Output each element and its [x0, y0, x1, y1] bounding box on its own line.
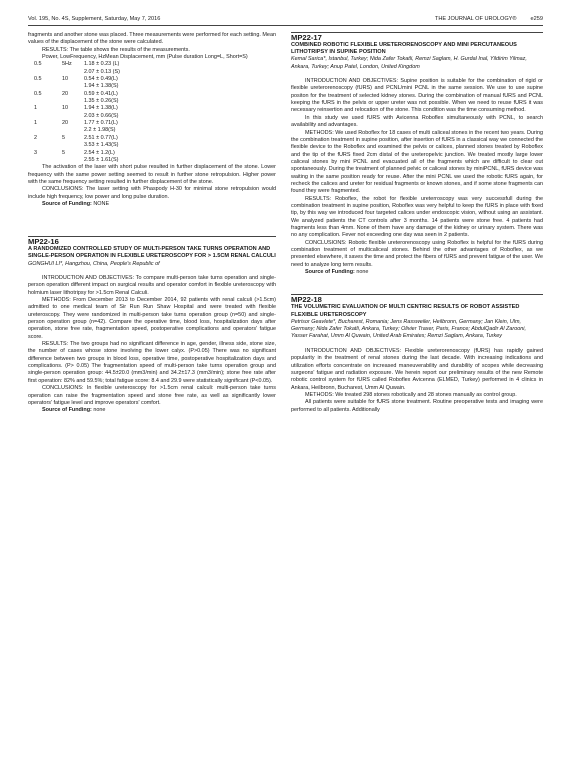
- abstract-id: MP22-18: [291, 295, 322, 305]
- table-cell-power: [34, 157, 62, 164]
- abstract-authors: Kemal Sarica*, Istanbul, Turkey; Nida Zafer Tokatli, Remzi Saglam, H. Gurdal Inal, Yildirim Yilmaz, Ankara, Turkey; Anup Patel, London, United Kingdom: [291, 56, 527, 70]
- table-caption: Power, LowFrequency, HzMean Displacement, mm (Pulse duration Long=L, Short=S): [42, 54, 248, 61]
- funding-value: none: [93, 407, 106, 414]
- funding-label: Source of Funding:: [42, 200, 92, 207]
- table-cell-displacement: 2.55 ± 1.61(S): [84, 156, 119, 163]
- abstract-authors: GONGHUI LI*, Hangzhou, China, People's Republic of: [28, 260, 160, 267]
- paragraph: METHODS: From December 2013 to December 2014, 92 patients with renal calculi (>1.5cm) admitted to one medical team of Sir Run Run Shaw Hospital and were treated with flexible ureteroscopy. They were randomized in multi-person take turns operation group (n=50) and single-person operation group (n=42). Compare the operative time, blood loss, hospitalization days after operation, stone free rate, fragmentation speed, postoperative complications and operators' fatigue score.: [28, 297, 276, 340]
- table-row: [34, 142, 154, 149]
- paragraph: All patients were suitable for fURS stone treatment. Routine preoperative tests and imaging were performed to all patients. Additionally: [291, 399, 543, 413]
- table-cell-displacement: 1.94 ± 1.38(S): [84, 83, 119, 90]
- table-row: [34, 69, 154, 76]
- table-cell-power: [34, 142, 62, 149]
- table-row: [34, 120, 154, 127]
- table-row: [34, 61, 154, 68]
- left-column: [28, 32, 276, 415]
- funding-value: none: [356, 269, 369, 276]
- header-journal-name: THE JOURNAL OF UROLOGY®: [434, 16, 517, 22]
- table-cell-frequency: 10: [62, 105, 69, 112]
- table-cell-displacement: 2.07 ± 0.13 (S): [84, 68, 120, 75]
- table-cell-displacement: 2.03 ± 0.66(S): [84, 112, 119, 119]
- table-cell-displacement: 1.35 ± 0.26(S): [84, 98, 119, 105]
- header-page-number: e259: [530, 16, 543, 22]
- table-cell-frequency: 5Hz: [62, 61, 72, 68]
- paragraph: RESULTS: The two groups had no significant difference in age, gender, illness side, stone size, the number of cases whose stone involving the lower calyx. (P>0.05) There was no significant difference between two groups in blood loss, operative time, postoperative hospitalization days and complications. (P> 0.05) The fragmentation speed of multi-person take turns operation group and single-person operation group: 44.5±20.0 (mm3/min) and 34.2±17.3 (mm3/min); stone free rate after first operation: 82% and 59.5%; total fatigue score: 8.4 and 29.9 were statistically significant (P<0.05).: [28, 341, 276, 384]
- paragraph: In this study we used fURS with Avicenna Roboflex simultaneously with PCNL, to search availability and advantages.: [291, 114, 543, 129]
- table-cell-frequency: 5: [62, 149, 66, 156]
- abstract-title: COMBINED ROBOTIC FLEXIBLE URETERORENOSCOPY AND MINI PERCUTANEOUS LITHOTRIPSY IN SUPINE POSITION: [291, 42, 517, 56]
- abstract-title: THE VOLUMETRIC EVALUATION OF MULTI CENTRIC RESULTS OF ROBOT ASSISTED FLEXIBLE URETEROSCOPY: [291, 304, 520, 318]
- funding-line: [28, 407, 276, 414]
- table-cell-frequency: [62, 98, 84, 105]
- paragraph: RESULTS: Roboflex, the robot for flexible ureterroscopy was very successfull during the combination treatment in supine position, Roboflex was very helpful to keep the fURS in place with fixed tip, by this way we introduced four targeted calices under endoscopic vision, without using an assistant. We analyzed patients the CT controls after 3 months. 14 patients were stone free. 4 patients had fragments less than 4mm. None of them have any damage of the kidney or urinary system. There was no any complication. Fever not exceeding one day was seen in 2 patients.: [291, 195, 543, 239]
- table-cell-displacement: 0.59 ± 0.41(L): [84, 90, 118, 97]
- header-issue-info: Vol. 195, No. 4S, Supplement, Saturday, May 7, 2016: [28, 16, 161, 22]
- table-row: [34, 135, 154, 142]
- table-cell-power: 2: [34, 134, 38, 141]
- table-cell-power: 0.5: [34, 61, 42, 68]
- paragraph: fragments and another stone was placed. Three measurements were performed for each setting. Mean values of the displacement of the stone were calculated.: [28, 32, 276, 46]
- header-rule: [28, 25, 543, 26]
- table-row: [34, 157, 154, 164]
- table-cell-displacement: 2.2 ± 1.98(S): [84, 127, 116, 134]
- page-header: [28, 16, 543, 22]
- paragraph: CONCLUSIONS: In flexible ureteroscopy for >1.5cm renal calculi: multi-person take turns operation can raise the fragmentation speed and stone free rate, as well as significantly lower operators' fatigue level and improve operators' comfort.: [28, 385, 276, 406]
- table-cell-power: [34, 98, 62, 105]
- paragraph: INTRODUCTION AND OBJECTIVES: Flexible ureterorenoscopy (fURS) has rapidly gained popularity in the treatment of renal stones during the last decade. With increasing indications and utilization efforts concentrate on increased maneuverability and durability of scopes while decreasing surgeons' fatigue and radiation exposure. We herein report our preliminary results of the new Remote robotic control system for fURS called Roboflex Avicenna (ELMED, Turkey) performed in 4 clinics in Ankara, Heilbronn, Bucharest, Umm Al Quwain.: [291, 347, 543, 391]
- abstract-id: MP22-16: [28, 237, 59, 247]
- paragraph: The activation of the laser with short pulse resulted in further displacement of the stone. Lower frequency with the same power setting seemed to result in further stone retropulsion. Higher power with the same frequency setting resulted in further displacement of the stone.: [28, 164, 276, 185]
- table-cell-power: [34, 69, 62, 76]
- table-row: [34, 150, 154, 157]
- table-cell-displacement: 1.77 ± 0.71(L): [84, 120, 118, 127]
- table-cell-power: 1: [34, 105, 38, 112]
- table-row: [34, 76, 154, 83]
- table-cell-displacement: 3.53 ± 1.43(S): [84, 142, 119, 149]
- abstract-title: A RANDOMIZED CONTROLLED STUDY OF MULTI-PERSON TAKE TURNS OPERATION AND SINGLE-PERSON OPERATION IN FLEXIBLE URETEROSCOPY FOR > 1.5CM RENAL CALCULI: [28, 246, 276, 260]
- abstract-authors: Petrisor Geavlete*, Bucharest, Romania; Jens Rassweiler, Heilbronn, Germany; Jan Klein, Ulm, Germany; Nida Zafer Tokatli, Ankara, Turkey; Olivier Traxer, Paris, France; AbdulQadir Al Zarooni, Yasser Farahat, Umm Al Quwain, United Arab Emirates; Remzi Saglam, Ankara, Turkey: [291, 318, 526, 340]
- table-cell-power: [34, 83, 62, 90]
- paragraph: INTRODUCTION AND OBJECTIVES: To compare multi-person take turns operation and single-person operation different impact on surgical results and operator comfort in flexible ureteroscopy with holmium laser lithotripsy for >1.5cm Renal Calculi.: [28, 275, 276, 296]
- table-row: [34, 105, 154, 112]
- table-cell-displacement: 2.54 ± 1.2(L): [84, 149, 115, 156]
- header-right: [435, 16, 543, 22]
- table-row: [34, 127, 154, 134]
- table-cell-frequency: [62, 69, 84, 76]
- table-cell-frequency: [62, 83, 84, 90]
- table-cell-power: 1: [34, 120, 38, 127]
- table-row: [34, 83, 154, 90]
- table-cell-power: [34, 113, 62, 120]
- table-row: [34, 91, 154, 98]
- table-cell-displacement: 1.18 ± 0.23 (L): [84, 61, 120, 68]
- table-cell-frequency: [62, 142, 84, 149]
- measurement-table: [34, 61, 154, 164]
- table-cell-frequency: [62, 127, 84, 134]
- table-cell-power: 3: [34, 149, 38, 156]
- paragraph: CONCLUSIONS: The laser setting with Phaspody H-30 for minimal stone retropulsion would include high frequency, low power and long pulse duration.: [28, 186, 276, 200]
- table-cell-frequency: 10: [62, 76, 69, 83]
- paragraph: CONCLUSIONS: Robotic flexible ureterorenoscopy using Roboflex is helpful for the fURS during combination treatment of multicaliceal stones. Behind the other advantages of Roboflex, as we presented elsewhere, it saves the time and protect the fibers of fURS and prevent fatigue of the user. We need to analyze long term results.: [291, 239, 543, 268]
- table-cell-displacement: 1.94 ± 1.38(L): [84, 105, 118, 112]
- paragraph: METHODS: We treated 298 stones robotically and 28 stones manually as control group.: [305, 391, 517, 398]
- table-cell-frequency: 20: [62, 120, 69, 127]
- table-cell-power: 0.5: [34, 76, 42, 83]
- paragraph: INTRODUCTION AND OBJECTIVES: Supine position is suitable for the combination of rigid or flexible ureterorenoscopy (fURS) and PCNL/mini PCNL in the same session. We use to use supine positon for the treatment of selected kidney stones. During the combination of manual fURS and PCNL keeping the fURS in the pelvis or upper ureter was not possible. When we need to reuse fURS it was necessary reinsertion and relocation of the stone. This condition was the time consuming method.: [291, 78, 543, 114]
- funding-line: [28, 201, 276, 208]
- table-cell-frequency: [62, 113, 84, 120]
- table-cell-displacement: 2.51 ± 0.77(L): [84, 134, 118, 141]
- table-cell-frequency: 5: [62, 134, 66, 141]
- funding-label: Source of Funding:: [305, 269, 355, 276]
- funding-value: NONE: [93, 200, 110, 207]
- table-cell-power: 0.5: [34, 90, 42, 97]
- abstract-id: MP22-17: [291, 33, 322, 42]
- table-cell-frequency: [62, 157, 84, 164]
- right-column: [291, 32, 543, 414]
- table-row: [34, 98, 154, 105]
- table-cell-displacement: 0.54 ± 0.49(L): [84, 76, 118, 83]
- table-row: [34, 113, 154, 120]
- funding-label: Source of Funding:: [42, 407, 92, 414]
- funding-line: [291, 269, 543, 276]
- paragraph: METHODS: We used Roboflex for 18 cases of multi caliceal stones in the recent two years. During the combination treatment in supine position, after insertion of fURS in a classical way we connected the flexible device to the Roboflex and examined the pelvis or calices, planned stones treated by Roboflex and the tip of the fURS fixed 2cm distal of the ureteropelvic junction. We treated mostly large lower caliceal stones by mini PCNL and evacuated all of the fragments which are difficult to clear out spontaneously. During the treatment of planned pelvic or caliceal stones by miniPCNL, fURS device was waiting in the same position ready for reuse. After the mini PCNL we used the robotic fURS again, for recheck the calices and ureter for residual fragments or known stones, and if some stone fragments can found they were fragmented.: [291, 129, 543, 195]
- table-cell-power: [34, 127, 62, 134]
- paragraph: RESULTS: The table shows the results of the measurements.: [42, 46, 190, 53]
- table-cell-frequency: 20: [62, 90, 69, 97]
